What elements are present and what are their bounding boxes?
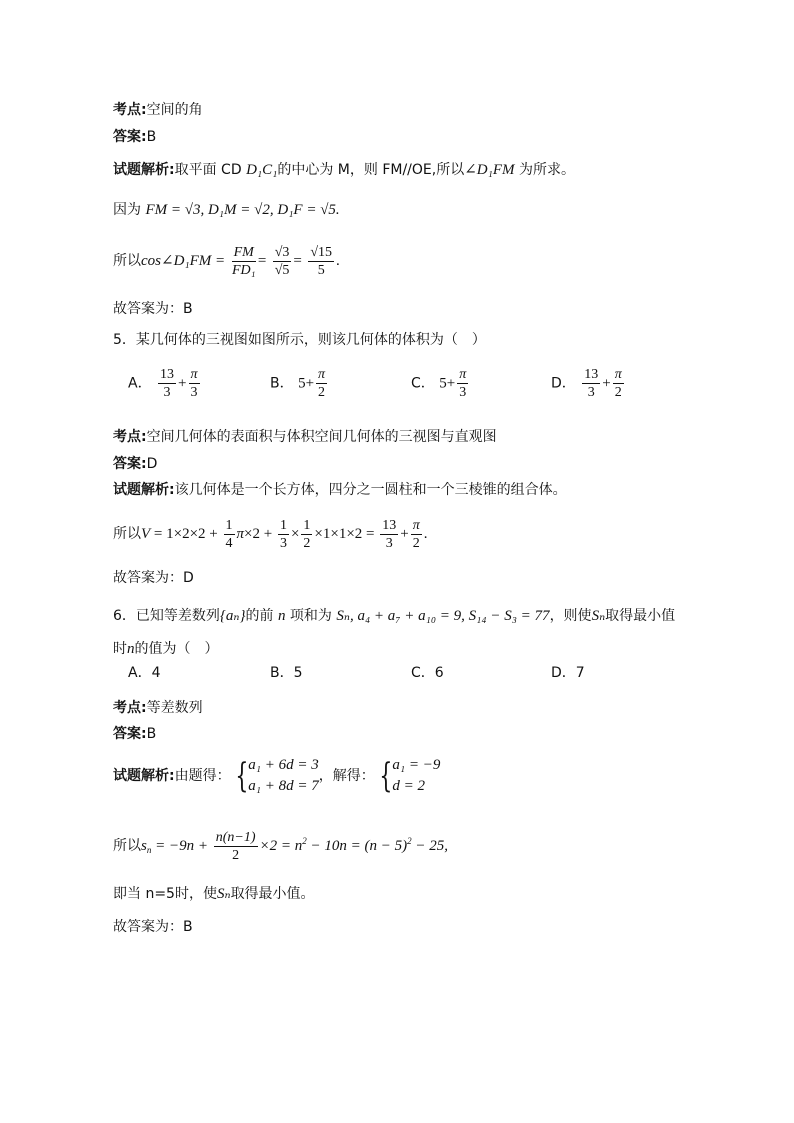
q5-kaodian (113, 428, 497, 446)
q6-analysis: 试题解析:由题得： { a₁ + 6d = 3 a₁ + 8d = 7 ，解得： { a₁ = −9 d = 2 (113, 756, 441, 796)
q5-option-d-letter: D． (551, 375, 576, 392)
q5-option-a: A． $\frac{13}{3}$ + $\frac{\pi}{3}$ (128, 367, 198, 400)
q6-stem-mid: 的前 (245, 608, 274, 624)
q5-option-b-letter: B． (270, 375, 294, 392)
q5-answer (113, 455, 157, 473)
q6-stem-line2-n: n (127, 641, 135, 657)
q6-stem-post2: 取得最小值 (605, 608, 676, 624)
q6-stem-line1 (113, 607, 675, 625)
q4-analysis (113, 161, 575, 179)
q6-option-c: C．6 (411, 665, 444, 681)
q5-analysis-label: 试题解析: (113, 482, 175, 498)
q6-stem-line2 (113, 640, 219, 658)
q6-stem-mid2: 项和为 (289, 608, 332, 624)
q4-kaodian-label: 考点: (113, 102, 147, 118)
q4-so-lhs: cos∠D₁FM = (141, 253, 226, 269)
q6-stem-line2-post: 的值为（ ） (134, 641, 219, 657)
q4-frac-3: $\frac{√15}{5}$ (310, 244, 333, 278)
q4-because-math: FM = √3, D₁M = √2, D₁F = √5. (145, 202, 340, 218)
q5-so: 所以V = 1×2×2 + $\frac{1}{4}$ π×2 + $\frac{1}{3}$ × $\frac{1}{2}$ ×1×1×2 = $\frac{13}{3}$ + $\frac{\pi}{2}$ . (113, 517, 428, 551)
q4-because (113, 201, 340, 219)
q6-analysis-pre: 由题得： (174, 768, 231, 784)
q4-analysis-label: 试题解析: (113, 162, 175, 178)
q4-because-label: 因为 (113, 202, 141, 218)
q6-option-b: B．5 (270, 665, 303, 681)
q4-answer-value: B (146, 129, 157, 145)
q4-analysis-mid: 的中心为 M，则 FM//OE,所以 (277, 162, 465, 178)
q5-answer-value: D (146, 456, 158, 472)
q5-option-c-letter: C． (411, 375, 435, 392)
q4-so: 所以cos∠D₁FM = $\frac{FM}{\text{FD₁}}$ = $\frac{√3}{√5}$ = $\frac{√15}{5}$ . (113, 244, 340, 278)
q5-so-label: 所以 (113, 526, 141, 542)
q6-answer-value: B (146, 726, 157, 742)
q6-stem-post: ，则使 (549, 608, 592, 624)
q5-final: 故答案为：D (113, 570, 194, 586)
q6-option-a: A．4 (128, 665, 161, 681)
q6-stem-sn: Sₙ (591, 608, 606, 624)
q4-analysis-pre: 取平面 CD (174, 162, 242, 178)
q6-system-2: a₁ = −9 d = 2 (392, 757, 441, 794)
q5-option-a-letter: A． (128, 375, 152, 392)
q4-analysis-plane: D₁C₁ (246, 162, 278, 178)
q5-kaodian-text: 空间几何体的表面积与体积空间几何体的三视图与直观图 (146, 429, 497, 445)
q5-answer-label: 答案: (113, 456, 147, 472)
q4-so-label: 所以 (113, 253, 141, 269)
q4-analysis-post: 为所求。 (518, 162, 575, 178)
q6-so: 所以$s_n = -9n$ + $\frac{n(n-1)}{2}$ $\times 2 = n^2 - 10n = (n - 5)^2 - 25$, (113, 829, 448, 863)
q4-answer (113, 128, 156, 146)
q5-analysis-text: 该几何体是一个长方体，四分之一圆柱和一个三棱锥的组合体。 (174, 482, 567, 498)
q6-answer-label: 答案: (113, 726, 147, 742)
q5-option-d: D． $\frac{13}{3}$ + $\frac{\pi}{2}$ (551, 367, 622, 400)
q4-frac-2: $\frac{√3}{√5}$ (274, 244, 290, 278)
q6-analysis-mid: ，解得： (318, 768, 375, 784)
q6-stem-math: Sₙ, a₄ + a₇ + a₁₀ = 9, S₁₄ − S₃ = 77 (336, 608, 550, 624)
q6-analysis-label: 试题解析: (113, 768, 175, 784)
q6-option-d: D．7 (551, 665, 585, 681)
q4-kaodian (113, 101, 203, 119)
q4-answer-label: 答案: (113, 129, 147, 145)
q5-stem: 5．某几何体的三视图如图所示，则该几何体的体积为（ ） (113, 332, 486, 348)
q6-stem-line2-pre: 时 (113, 641, 127, 657)
q6-so-label: 所以 (113, 838, 141, 854)
q5-option-c: C． 5+ $\frac{\pi}{3}$ (411, 367, 467, 400)
q6-kaodian (113, 699, 203, 717)
q6-kaodian-label: 考点: (113, 700, 147, 716)
q4-frac-1: $\frac{FM}{\text{FD₁}}$ (231, 244, 256, 278)
q6-system-1: a₁ + 6d = 3 a₁ + 8d = 7 (248, 757, 319, 794)
q4-analysis-angle: ∠D₁FM (464, 162, 515, 178)
q6-stem-n: n (277, 608, 286, 624)
q6-kaodian-text: 等差数列 (146, 700, 203, 716)
q4-kaodian-text: 空间的角 (146, 102, 203, 118)
q4-final: 故答案为：B (113, 301, 193, 317)
q5-kaodian-label: 考点: (113, 429, 147, 445)
q6-stem-pre: 6．已知等差数列 (113, 608, 220, 624)
q6-stem-seq: {aₙ} (219, 608, 246, 624)
q6-answer (113, 725, 156, 743)
q5-analysis (113, 481, 567, 499)
q6-when-post: 取得最小值。 (230, 886, 315, 902)
q6-when (113, 885, 315, 903)
q6-when-pre: 即当 n=5时，使 (113, 886, 217, 902)
q5-option-b: B． 5+ $\frac{\pi}{2}$ (270, 367, 326, 400)
q6-final: 故答案为：B (113, 919, 193, 935)
q6-when-sn: Sₙ (216, 886, 231, 902)
